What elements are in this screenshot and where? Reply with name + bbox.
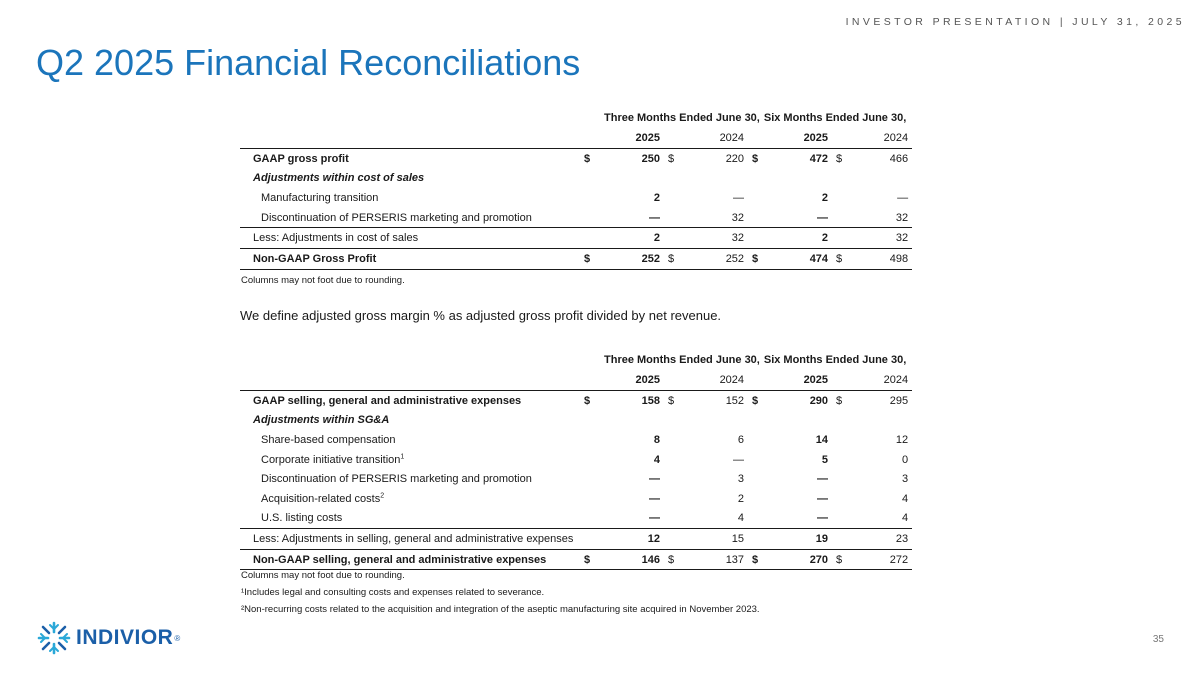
cell: 466 (846, 149, 912, 169)
footnote-marker: 1 (400, 452, 405, 460)
indivior-logo (36, 620, 180, 656)
currency: $ (832, 391, 846, 411)
row-label: Discontinuation of PERSERIS marketing and promotion (261, 473, 532, 486)
table-row (240, 149, 912, 169)
cell: 474 (762, 248, 832, 269)
cell: 146 (594, 549, 664, 570)
cell: 220 (678, 149, 748, 169)
page-title: Q2 2025 Financial Reconciliations (36, 42, 581, 83)
cell: 0 (901, 453, 909, 466)
cell: — (733, 453, 745, 466)
page-number: 35 (1152, 634, 1164, 645)
currency: $ (832, 248, 846, 269)
cell: 2 (737, 492, 745, 505)
cell: 4 (737, 512, 745, 525)
currency: $ (580, 248, 594, 269)
cell: 250 (594, 149, 664, 169)
row-label: GAAP selling, general and administrative expenses (240, 391, 580, 411)
table-row (240, 228, 912, 249)
year-col: 2024 (883, 374, 909, 386)
cell: 32 (678, 228, 748, 249)
row-label: Less: Adjustments in cost of sales (240, 228, 580, 249)
row-label: Non-GAAP Gross Profit (240, 248, 580, 269)
header-tag: INVESTOR PRESENTATION | JULY 31, 2025 (845, 16, 1185, 28)
cell: 137 (678, 549, 748, 570)
cell: — (817, 473, 829, 486)
cell: 4 (653, 453, 660, 466)
group-three-months: Three Months Ended June 30, (604, 112, 760, 124)
cell: 290 (762, 391, 832, 411)
cell: 2 (594, 228, 664, 249)
year-header (240, 370, 912, 391)
column-group-header (240, 108, 912, 128)
table-row (240, 188, 912, 208)
cell: — (649, 211, 660, 224)
cell: 472 (762, 149, 832, 169)
row-label: Manufacturing transition (261, 191, 379, 204)
row-label: Non-GAAP selling, general and administrative expenses (240, 549, 580, 570)
cell: 19 (762, 529, 832, 550)
cell: — (649, 473, 660, 486)
indivior-snowflake-logo-icon (36, 620, 72, 656)
cell: 15 (678, 529, 748, 550)
table-row (240, 549, 912, 570)
currency: $ (748, 248, 762, 269)
cell: — (817, 211, 829, 224)
row-label: U.S. listing costs (261, 512, 343, 525)
cell: 12 (594, 529, 664, 550)
cell: 252 (594, 248, 664, 269)
cell: 3 (901, 473, 909, 486)
group-six-months: Six Months Ended June 30, (763, 354, 907, 366)
cell: 295 (846, 391, 912, 411)
cell: 2 (762, 228, 832, 249)
row-label: Discontinuation of PERSERIS marketing and promotion (261, 211, 532, 224)
row-label: Acquisition-related costs$^2$ (261, 492, 385, 505)
table-row (240, 208, 912, 228)
cell: 8 (653, 433, 660, 446)
currency: $ (832, 149, 846, 169)
registered-mark: ® (174, 633, 181, 643)
group-three-months: Three Months Ended June 30, (604, 354, 760, 366)
group-six-months: Six Months Ended June 30, (763, 112, 907, 124)
currency: $ (580, 549, 594, 570)
cell: 3 (737, 473, 745, 486)
row-label: Share-based compensation (261, 433, 396, 446)
currency: $ (580, 391, 594, 411)
logo-wordmark: INDIVIOR (76, 626, 174, 649)
cell: 252 (678, 248, 748, 269)
table-row (240, 509, 912, 529)
row-label: GAAP gross profit (240, 149, 580, 169)
cell: — (897, 191, 909, 204)
table-row (240, 489, 912, 509)
table-row (240, 248, 912, 269)
currency: $ (664, 549, 678, 570)
cell: 158 (594, 391, 664, 411)
year-col: 2025 (635, 132, 660, 144)
rounding-note: Columns may not foot due to rounding. (241, 275, 405, 286)
table-row (240, 391, 912, 411)
cell: 23 (846, 529, 912, 550)
currency: $ (748, 149, 762, 169)
cell: 32 (846, 228, 912, 249)
cell: 32 (731, 211, 745, 224)
currency: $ (748, 391, 762, 411)
footnote-marker: 2 (380, 492, 385, 500)
gross-profit-table (240, 108, 912, 270)
cell: 32 (895, 211, 909, 224)
cell: — (649, 512, 660, 525)
table-row (240, 430, 912, 450)
section-label: Adjustments within cost of sales (253, 172, 425, 185)
currency: $ (664, 248, 678, 269)
cell: — (817, 512, 829, 525)
year-col: 2025 (803, 132, 829, 144)
cell: 498 (846, 248, 912, 269)
year-header (240, 128, 912, 149)
rounding-note: Columns may not foot due to rounding. (241, 570, 405, 581)
currency: $ (580, 149, 594, 169)
table-row (240, 450, 912, 470)
table-row (240, 529, 912, 550)
year-col: 2025 (803, 374, 829, 386)
table-row (240, 411, 912, 431)
cell: 4 (901, 512, 909, 525)
cell: — (817, 492, 829, 505)
cell: 2 (821, 191, 829, 204)
cell: 2 (653, 191, 660, 204)
year-col: 2025 (635, 374, 660, 386)
cell: 14 (815, 433, 829, 446)
definition-text: We define adjusted gross margin % as adjusted gross profit divided by net revenue. (240, 308, 722, 323)
year-col: 2024 (719, 132, 745, 144)
year-col: 2024 (883, 132, 909, 144)
cell: — (649, 492, 660, 505)
footnote-2: ²Non-recurring costs related to the acquisition and integration of the aseptic manufacturing site acquired in November 2023. (241, 604, 760, 615)
cell: — (733, 191, 745, 204)
currency: $ (832, 549, 846, 570)
cell: 4 (901, 492, 909, 505)
cell: 272 (846, 549, 912, 570)
currency: $ (664, 391, 678, 411)
year-col: 2024 (719, 374, 745, 386)
table-row (240, 169, 912, 189)
table-row (240, 469, 912, 489)
cell: 6 (737, 433, 745, 446)
cell: 270 (762, 549, 832, 570)
currency: $ (748, 549, 762, 570)
column-group-header (240, 350, 912, 370)
row-label: Less: Adjustments in selling, general and administrative expenses (240, 529, 580, 550)
footnote-1: ¹Includes legal and consulting costs and expenses related to severance. (241, 587, 545, 598)
row-label: Corporate initiative transition$^1$ (261, 452, 405, 466)
cell: 5 (821, 453, 829, 466)
cell: 152 (678, 391, 748, 411)
cell: 12 (895, 433, 909, 446)
sga-table (240, 350, 912, 570)
section-label: Adjustments within SG&A (253, 414, 390, 427)
currency: $ (664, 149, 678, 169)
